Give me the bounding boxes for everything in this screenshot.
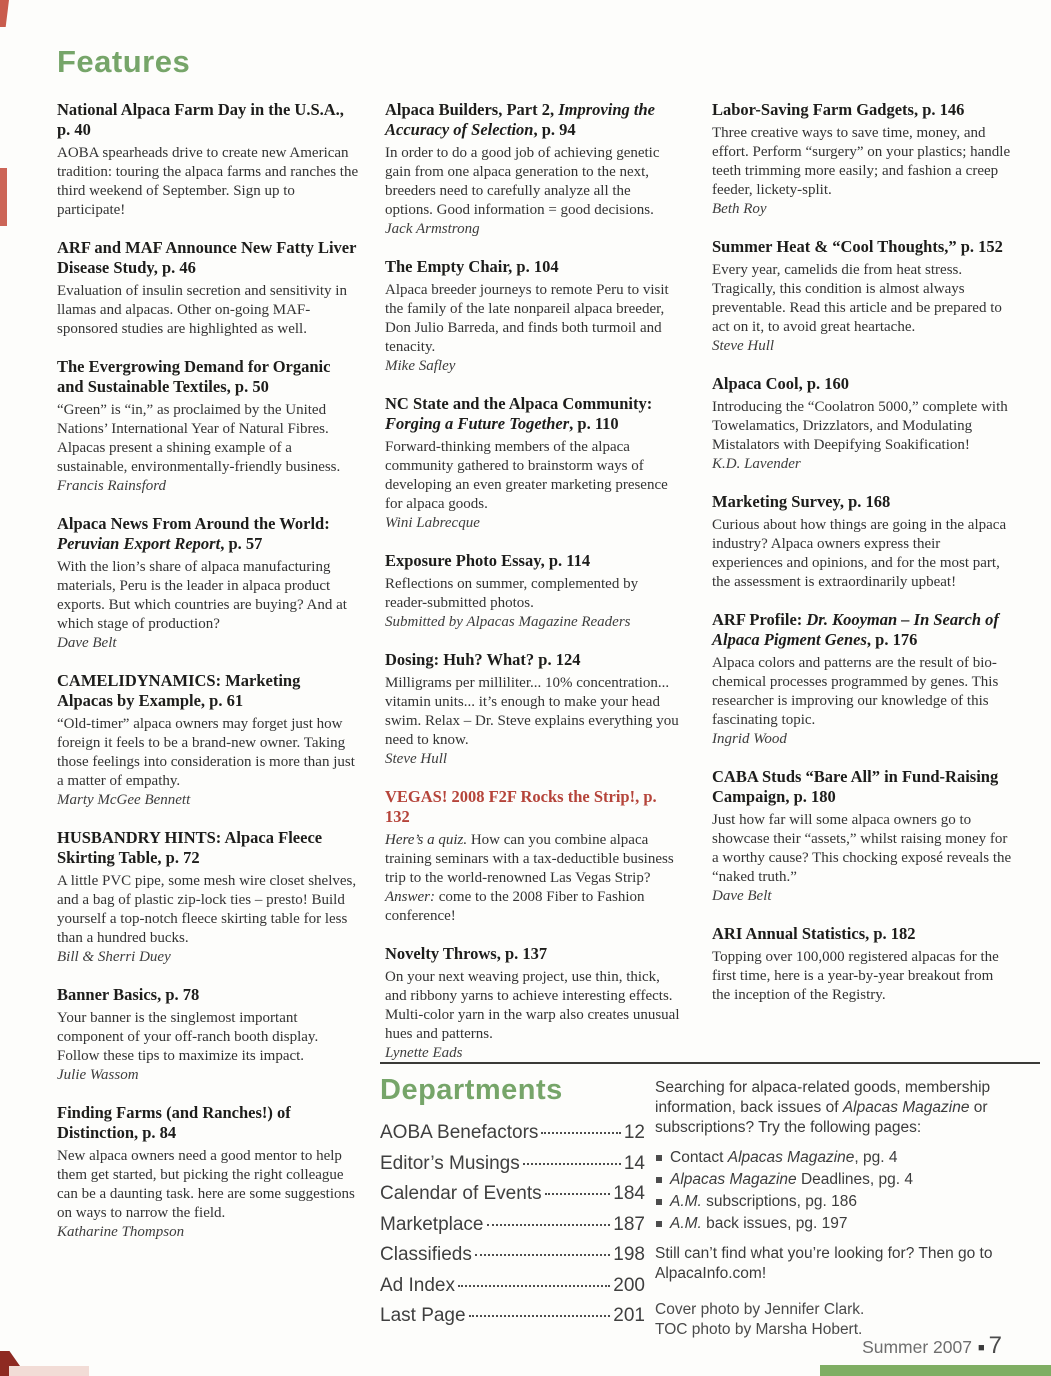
feature-item [712,492,1012,592]
feature-item [712,374,1012,474]
info-bullet: A.M. back issues, pg. 197 [655,1214,1027,1234]
feature-item [385,551,681,632]
department-label: AOBA Benefactors [380,1122,539,1143]
feature-author: Ingrid Wood [712,731,787,747]
feature-author: Katharine Thompson [57,1224,185,1240]
feature-author: Beth Roy [712,201,767,217]
page-edge-smear-bottom-left [9,1366,89,1376]
department-label: Calendar of Events [380,1183,542,1204]
feature-item [385,650,681,769]
feature-author: Steve Hull [385,751,448,767]
dot-leader [487,1224,611,1226]
feature-author: Bill & Sherri Duey [57,949,171,965]
feature-title: Novelty Throws, p. 137 [385,944,548,963]
feature-item [385,257,681,376]
departments-item [380,1153,645,1175]
feature-title: ARF and MAF Announce New Fatty Liver Disease Study, p. 46 [57,238,357,277]
feature-summary: Topping over 100,000 registered alpacas for the first time, here is a year-by-year breakout from the inception of the Registry. [712,949,999,1003]
feature-item-highlight [385,787,681,926]
square-bullet-icon: ■ [977,1342,985,1354]
feature-item [385,944,681,1063]
department-page: 198 [613,1244,645,1265]
feature-author: Dave Belt [57,635,117,651]
features-heading: Features [57,44,191,79]
feature-title: Dosing: Huh? What? p. 124 [385,650,581,669]
feature-title: Labor-Saving Farm Gadgets, p. 146 [712,100,965,119]
departments-heading: Departments [380,1074,563,1106]
feature-summary: Alpaca colors and patterns are the result of bio-chemical processes programmed by genes. This researcher is improving our knowledge of this fascinating topic. [712,655,999,728]
issue-label: Summer 2007 [862,1337,972,1357]
feature-item [712,100,1012,219]
feature-title: Alpaca Builders, Part 2, Improving the Accuracy of Selection, p. 94 [385,100,655,139]
section-divider [380,1062,1040,1064]
feature-item [385,394,681,533]
reader-info-block [655,1078,1027,1340]
feature-title: The Empty Chair, p. 104 [385,257,559,276]
feature-title: Alpaca Cool, p. 160 [712,374,850,393]
feature-item [712,237,1012,356]
department-page: 200 [613,1274,645,1296]
features-column-1 [57,100,359,1260]
feature-summary: On your next weaving project, use thin, thick, and ribbony yarns to achieve interesting effects. Multi-color yarn in the warp also creates unusual hues and patterns. [385,969,680,1042]
feature-title: Exposure Photo Essay, p. 114 [385,551,591,570]
feature-summary: Just how far will some alpaca owners go to showcase their “assets,” whilst raising money for a worthy cause? This chocking exposé reveals the “naked truth.” [712,812,1012,885]
feature-item [57,238,359,339]
feature-author: Marty McGee Bennett [57,792,191,808]
feature-item [385,100,681,239]
feature-title: CAMELIDYNAMICS: Marketing Alpacas by Example, p. 61 [57,671,301,710]
info-bullet: Alpacas Magazine Deadlines, pg. 4 [655,1170,1027,1190]
info-bullet: A.M. subscriptions, pg. 186 [655,1192,1027,1212]
feature-summary: New alpaca owners need a good mentor to help them get started, but picking the right colleague can be a daunting task. here are some suggestions on ways to narrow the field. [57,1148,355,1221]
feature-title: HUSBANDRY HINTS: Alpaca Fleece Skirting Table, p. 72 [57,828,323,867]
dot-leader [469,1315,611,1317]
feature-item [57,100,359,220]
feature-author: Submitted by Alpacas Magazine Readers [385,614,631,630]
feature-summary: Forward-thinking members of the alpaca community gathered to brainstorm ways of developing an even greater marketing presence for alpaca goods. [385,439,668,512]
feature-item [57,828,359,967]
dot-leader [475,1254,610,1256]
feature-title-highlight: VEGAS! 2008 F2F Rocks the Strip!, p. 132 [385,787,657,826]
feature-title: Banner Basics, p. 78 [57,985,200,1004]
feature-summary: A little PVC pipe, some mesh wire closet shelves, and a bag of plastic zip-lock ties – presto! Build yourself a top-notch fleece skirting table for less than a hundred bucks. [57,873,357,946]
feature-summary: “Old-timer” alpaca owners may forget just how foreign it feels to be a brand-new owner. Taking those feelings into consideration is more than just a matter of empathy. [57,716,355,789]
page-number: 7 [988,1332,1002,1359]
feature-title: NC State and the Alpaca Community: Forging a Future Together, p. 110 [385,394,653,433]
feature-summary: Every year, camelids die from heat stress. Tragically, this condition is almost always preventable. Read this article and be prepared to act on it, to avoid great heartache. [712,262,1002,335]
cover-photo-credit: Cover photo by Jennifer Clark. [655,1301,865,1318]
feature-summary: AOBA spearheads drive to create new American tradition: touring the alpaca farms and ranches the third weekend of September. Sign up to participate! [57,145,359,218]
feature-summary: Three creative ways to save time, money, and effort. Perform “surgery” on your plastics; handle teeth trimming more easily; and fashion a creep feeder, lickety-split. [712,125,1011,198]
feature-author: Mike Safley [385,358,456,374]
departments-list [380,1122,645,1336]
feature-title: Marketing Survey, p. 168 [712,492,891,511]
departments-item [380,1214,645,1236]
feature-summary: Alpaca breeder journeys to remote Peru to visit the family of the late nonpareil alpaca breeder, Don Julio Barreda, and finds both turmoil and tenacity. [385,282,669,355]
feature-item [57,357,359,496]
feature-item [57,671,359,810]
info-outro: Still can’t find what you’re looking for? Then go to AlpacaInfo.com! [655,1245,993,1282]
department-page: 187 [613,1213,645,1235]
departments-item [380,1305,645,1327]
dot-leader [541,1132,620,1134]
feature-title: CABA Studs “Bare All” in Fund-Raising Campaign, p. 180 [712,767,999,806]
feature-item [57,1103,359,1242]
feature-title: Finding Farms (and Ranches!) of Distinction, p. 84 [57,1103,291,1142]
feature-title: Alpaca News From Around the World: Peruvian Export Report, p. 57 [57,514,330,553]
departments-item [380,1244,645,1266]
features-column-3 [712,100,1012,1023]
departments-item [380,1275,645,1297]
page-footer [700,1332,1002,1360]
feature-summary: With the lion’s share of alpaca manufacturing materials, Peru is the leader in alpaca product exports. But which countries are buying? And at which stage of production? [57,559,347,632]
feature-item [712,610,1012,749]
info-bullet-list [655,1148,1027,1234]
feature-author: Jack Armstrong [385,221,480,237]
feature-summary: “Green” is “in,” as proclaimed by the United Nations’ International Year of Natural Fibres. Alpacas present a shining example of a sustainable, environmentally-friendly business. [57,402,341,475]
page-edge-mark-top-left [0,0,9,27]
dot-leader [523,1163,621,1165]
feature-title: Summer Heat & “Cool Thoughts,” p. 152 [712,237,1003,256]
feature-title: National Alpaca Farm Day in the U.S.A., p. 40 [57,100,344,139]
department-label: Ad Index [380,1274,455,1296]
feature-item [57,985,359,1085]
next-page-green-bar [820,1365,1051,1376]
feature-summary: Reflections on summer, complemented by reader-submitted photos. [385,576,639,611]
feature-item [57,514,359,653]
feature-author: K.D. Lavender [712,456,801,472]
feature-title: ARF Profile: Dr. Kooyman – In Search of Alpaca Pigment Genes, p. 176 [712,610,999,649]
feature-author: Dave Belt [712,888,772,904]
department-label: Editor’s Musings [380,1152,520,1174]
department-page: 184 [613,1183,645,1204]
feature-title: ARI Annual Statistics, p. 182 [712,924,916,943]
feature-author: Steve Hull [712,338,775,354]
feature-summary: Here’s a quiz. How can you combine alpaca training seminars with a tax-deductible business trip to the world-renowned Las Vegas Strip? Answer: come to the 2008 Fiber to Fashion conference! [385,832,674,924]
feature-author: Wini Labrecque [385,515,480,531]
feature-summary: Your banner is the singlemost important component of your off-ranch booth display. Follow these tips to maximize its impact. [57,1010,319,1064]
dot-leader [458,1285,610,1287]
page-edge-mark-left [0,168,7,226]
feature-summary: Introducing the “Coolatron 5000,” complete with Towelamatics, Drizzlators, and Modulating Mistalators with Deepifying Soakification! [712,399,1008,453]
department-page: 12 [623,1122,645,1143]
feature-summary: Milligrams per milliliter... 10% concentration... vitamin units... it’s enough to make your head swim. Relax – Dr. Steve explains everything you need to know. [385,675,679,748]
feature-author: Lynette Eads [385,1045,463,1061]
department-label: Last Page [380,1305,466,1326]
info-intro: Searching for alpaca-related goods, membership information, back issues of Alpacas Magazine or subscriptions? Try the following pages: [655,1079,991,1136]
department-page: 14 [623,1152,645,1174]
feature-summary: Curious about how things are going in the alpaca industry? Alpaca owners express their experiences and opinions, and for the most part, the assessment is extraordinarily upbeat! [712,517,1007,590]
feature-item [712,924,1012,1005]
feature-summary: Evaluation of insulin secretion and sensitivity in llamas and alpacas. Other on-going MAF-sponsored studies are highlighted as well. [57,283,347,337]
dot-leader [545,1193,611,1195]
feature-summary: In order to do a good job of achieving genetic gain from one alpaca generation to the next, breeders need to carefully analyze all the options. Good information = good decisions. [385,145,660,218]
departments-item [380,1183,645,1205]
feature-item [712,767,1012,906]
feature-author: Julie Wassom [57,1067,139,1083]
feature-title: The Evergrowing Demand for Organic and Sustainable Textiles, p. 50 [57,357,331,396]
department-page: 201 [613,1305,645,1326]
features-column-2 [385,100,681,1081]
toc-photo-credit: TOC photo by Marsha Hobert. [655,1321,863,1338]
department-label: Marketplace [380,1213,484,1235]
feature-author: Francis Rainsford [57,478,167,494]
info-bullet: Contact Alpacas Magazine, pg. 4 [655,1148,1027,1168]
departments-item [380,1122,645,1144]
department-label: Classifieds [380,1244,472,1265]
